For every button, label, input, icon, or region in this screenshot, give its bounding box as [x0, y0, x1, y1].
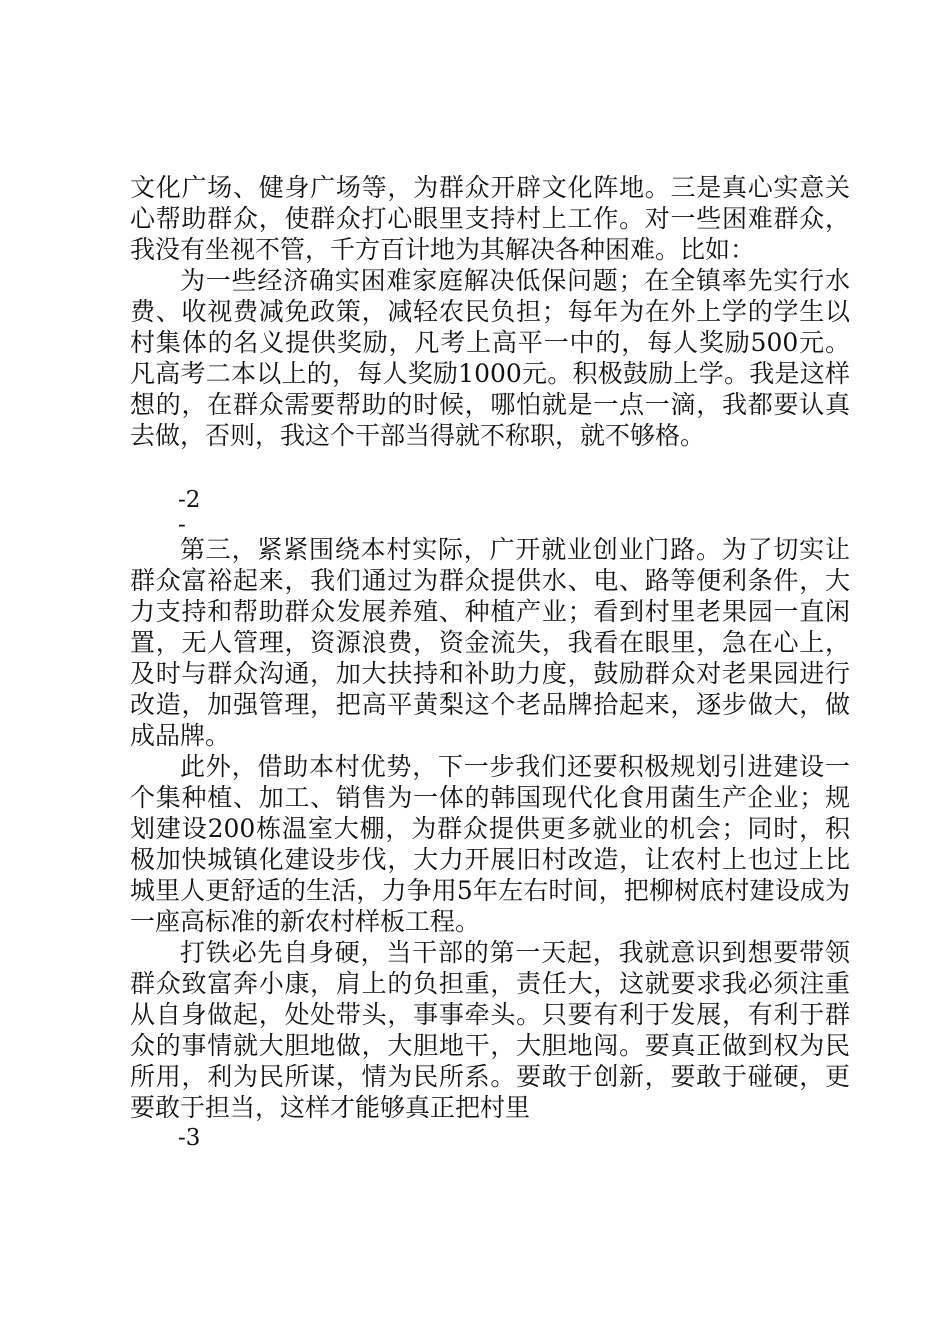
paragraph-culture-squares: 文化广场、健身广场等，为群众开辟文化阵地。三是真心实意关心帮助群众，使群众打心眼里支持村上工作。对一些困难群众，我没有坐视不管，千方百计地为其解决各种困难。比如：	[130, 173, 850, 264]
paragraph-future-plans: 此外，借助本村优势，下一步我们还要积极规划引进建设一个集种植、加工、销售为一体的韩国现代化食用菌生产企业；规划建设200栋温室大棚，为群众提供更多就业的机会；同时，积极加快城镇化建设步伐，大力开展旧村改造，让农村上也过上比城里人更舒适的生活，力争用5年左右时间，把柳树底村建设成为一座高标准的新农村样板工程。	[130, 752, 850, 936]
page-number-3: -3	[178, 1125, 201, 1151]
page-number-2-dash: -	[178, 512, 186, 538]
page-number-2: -2	[178, 487, 201, 513]
document-page	[130, 172, 850, 1154]
paragraph-self-discipline: 打铁必先自身硬，当干部的第一天起，我就意识到想要带领群众致富奔小康，肩上的负担重，责任大，这就要求我必须注重从自身做起，处处带头，事事牵头。只要有利于发展，有利于群众的事情就大胆地做，大胆地干，大胆地闯。要真正做到权为民所用，利为民所谋，情为民所系。要敢于创新，要敢于碰硬，更要敢于担当，这样才能够真正把村里	[130, 938, 850, 1122]
paragraph-poverty-relief: 为一些经济确实困难家庭解决低保问题；在全镇率先实行水费、收视费减免政策，减轻农民负担；每年为在外上学的学生以村集体的名义提供奖励，凡考上高平一中的，每人奖励500元。凡高考二本以上的，每人奖励1000元。积极鼓励上学。我是这样想的，在群众需要帮助的时候，哪怕就是一点一滴，我都要认真去做，否则，我这个干部当得就不称职，就不够格。	[130, 266, 850, 450]
paragraph-employment: 第三，紧紧围绕本村实际，广开就业创业门路。为了切实让群众富裕起来，我们通过为群众提供水、电、路等便利条件，大力支持和帮助群众发展养殖、种植产业；看到村里老果园一直闲置，无人管理，资源浪费，资金流失，我看在眼里，急在心上，及时与群众沟通，加大扶持和补助力度，鼓励群众对老果园进行改造，加强管理，把高平黄梨这个老品牌拾起来，逐步做大，做成品牌。	[130, 535, 850, 750]
